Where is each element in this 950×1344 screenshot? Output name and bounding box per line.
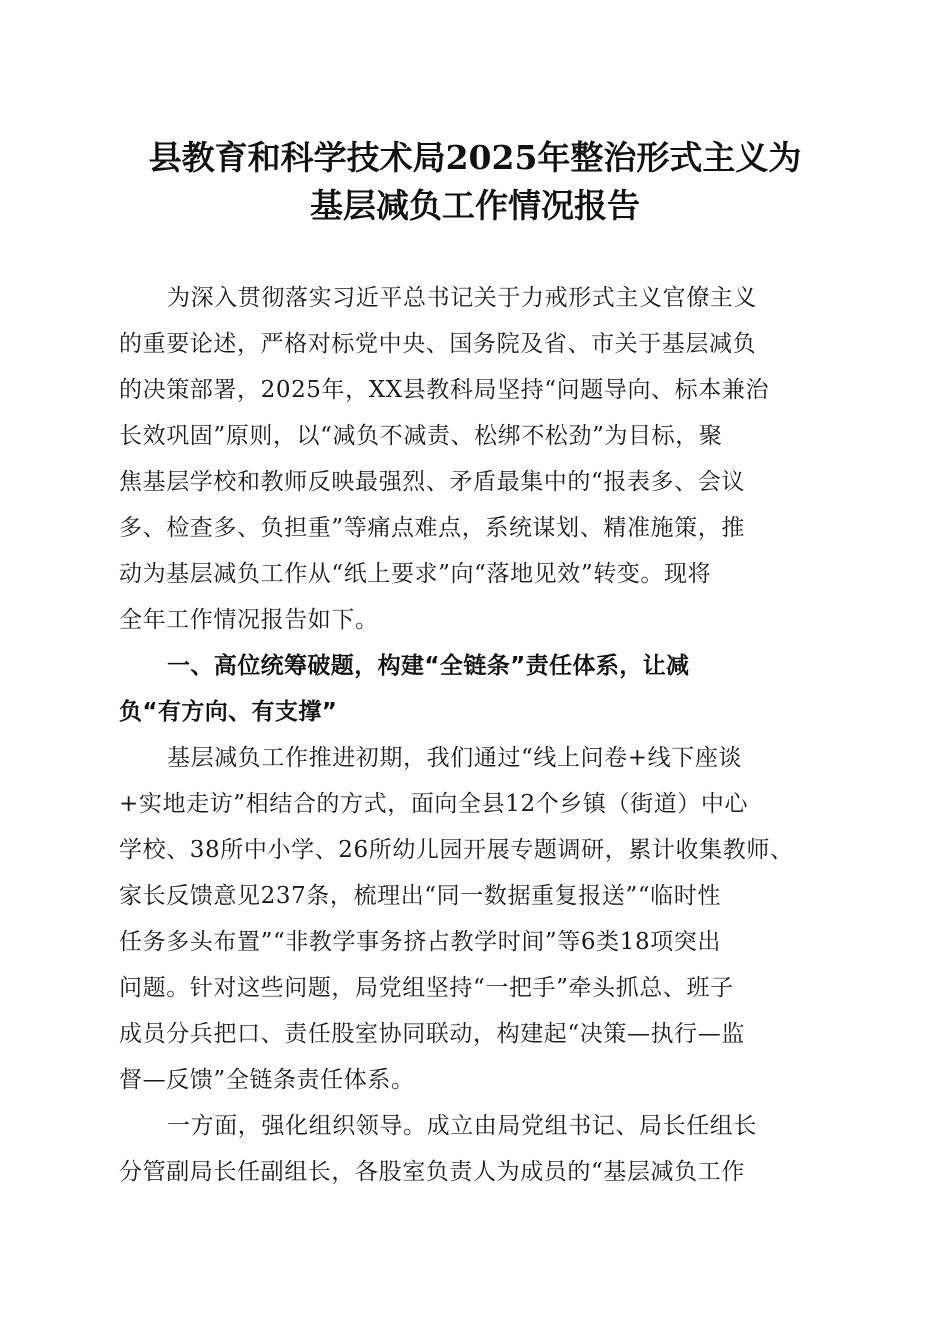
paragraph-intro-line-1: 为深入贯彻落实习近平总书记关于力戒形式主义官僚主义: [167, 285, 757, 311]
section-heading-line-2: 负“有方向、有支撑”: [119, 699, 338, 725]
paragraph-research-line-3: 学校、38所中小学、26所幼儿园开展专题调研，累计收集教师、: [119, 837, 794, 863]
paragraph-intro-line-8: 全年工作情况报告如下。: [119, 607, 379, 633]
paragraph-intro-line-5: 焦基层学校和教师反映最强烈、矛盾最集中的“报表多、会议: [119, 469, 745, 495]
paragraph-research-line-4: 家长反馈意见237条，梳理出“同一数据重复报送”“临时性: [119, 883, 721, 909]
paragraph-research-line-2: +实地走访”相结合的方式，面向全县12个乡镇（街道）中心: [119, 791, 749, 817]
paragraph-intro-line-4: 长效巩固”原则，以“减负不减责、松绑不松劲”为目标，聚: [119, 423, 723, 449]
paragraph-intro-line-7: 动为基层减负工作从“纸上要求”向“落地见效”转变。现将: [119, 561, 712, 587]
paragraph-intro-line-6: 多、检查多、负担重”等痛点难点，系统谋划、精准施策，推: [119, 515, 745, 541]
paragraph-research-line-1: 基层减负工作推进初期，我们通过“线上问卷+线下座谈: [167, 745, 743, 771]
paragraph-research-line-6: 问题。针对这些问题，局党组坚持“一把手”牵头抓总、班子: [119, 975, 734, 1001]
paragraph-research-line-7: 成员分兵把口、责任股室协同联动，构建起“决策—执行—监: [119, 1021, 745, 1047]
paragraph-leadership-line-1: 一方面，强化组织领导。成立由局党组书记、局长任组长: [167, 1113, 757, 1139]
document-title-line-1: 县教育和科学技术局2025年整治形式主义为: [148, 138, 802, 177]
paragraph-intro-line-3: 的决策部署，2025年，XX县教科局坚持“问题导向、标本兼治: [119, 377, 770, 403]
paragraph-intro-line-2: 的重要论述，严格对标党中央、国务院及省、市关于基层减负: [119, 331, 757, 357]
document-title-line-2: 基层减负工作情况报告: [310, 186, 640, 225]
paragraph-leadership-line-2: 分管副局长任副组长，各股室负责人为成员的“基层减负工作: [119, 1159, 745, 1185]
section-heading-line-1: 一、高位统筹破题，构建“全链条”责任体系，让减: [167, 653, 690, 679]
paragraph-research-line-5: 任务多头布置”“非教学事务挤占教学时间”等6类18项突出: [119, 929, 721, 955]
paragraph-research-line-8: 督—反馈”全链条责任体系。: [119, 1067, 415, 1093]
